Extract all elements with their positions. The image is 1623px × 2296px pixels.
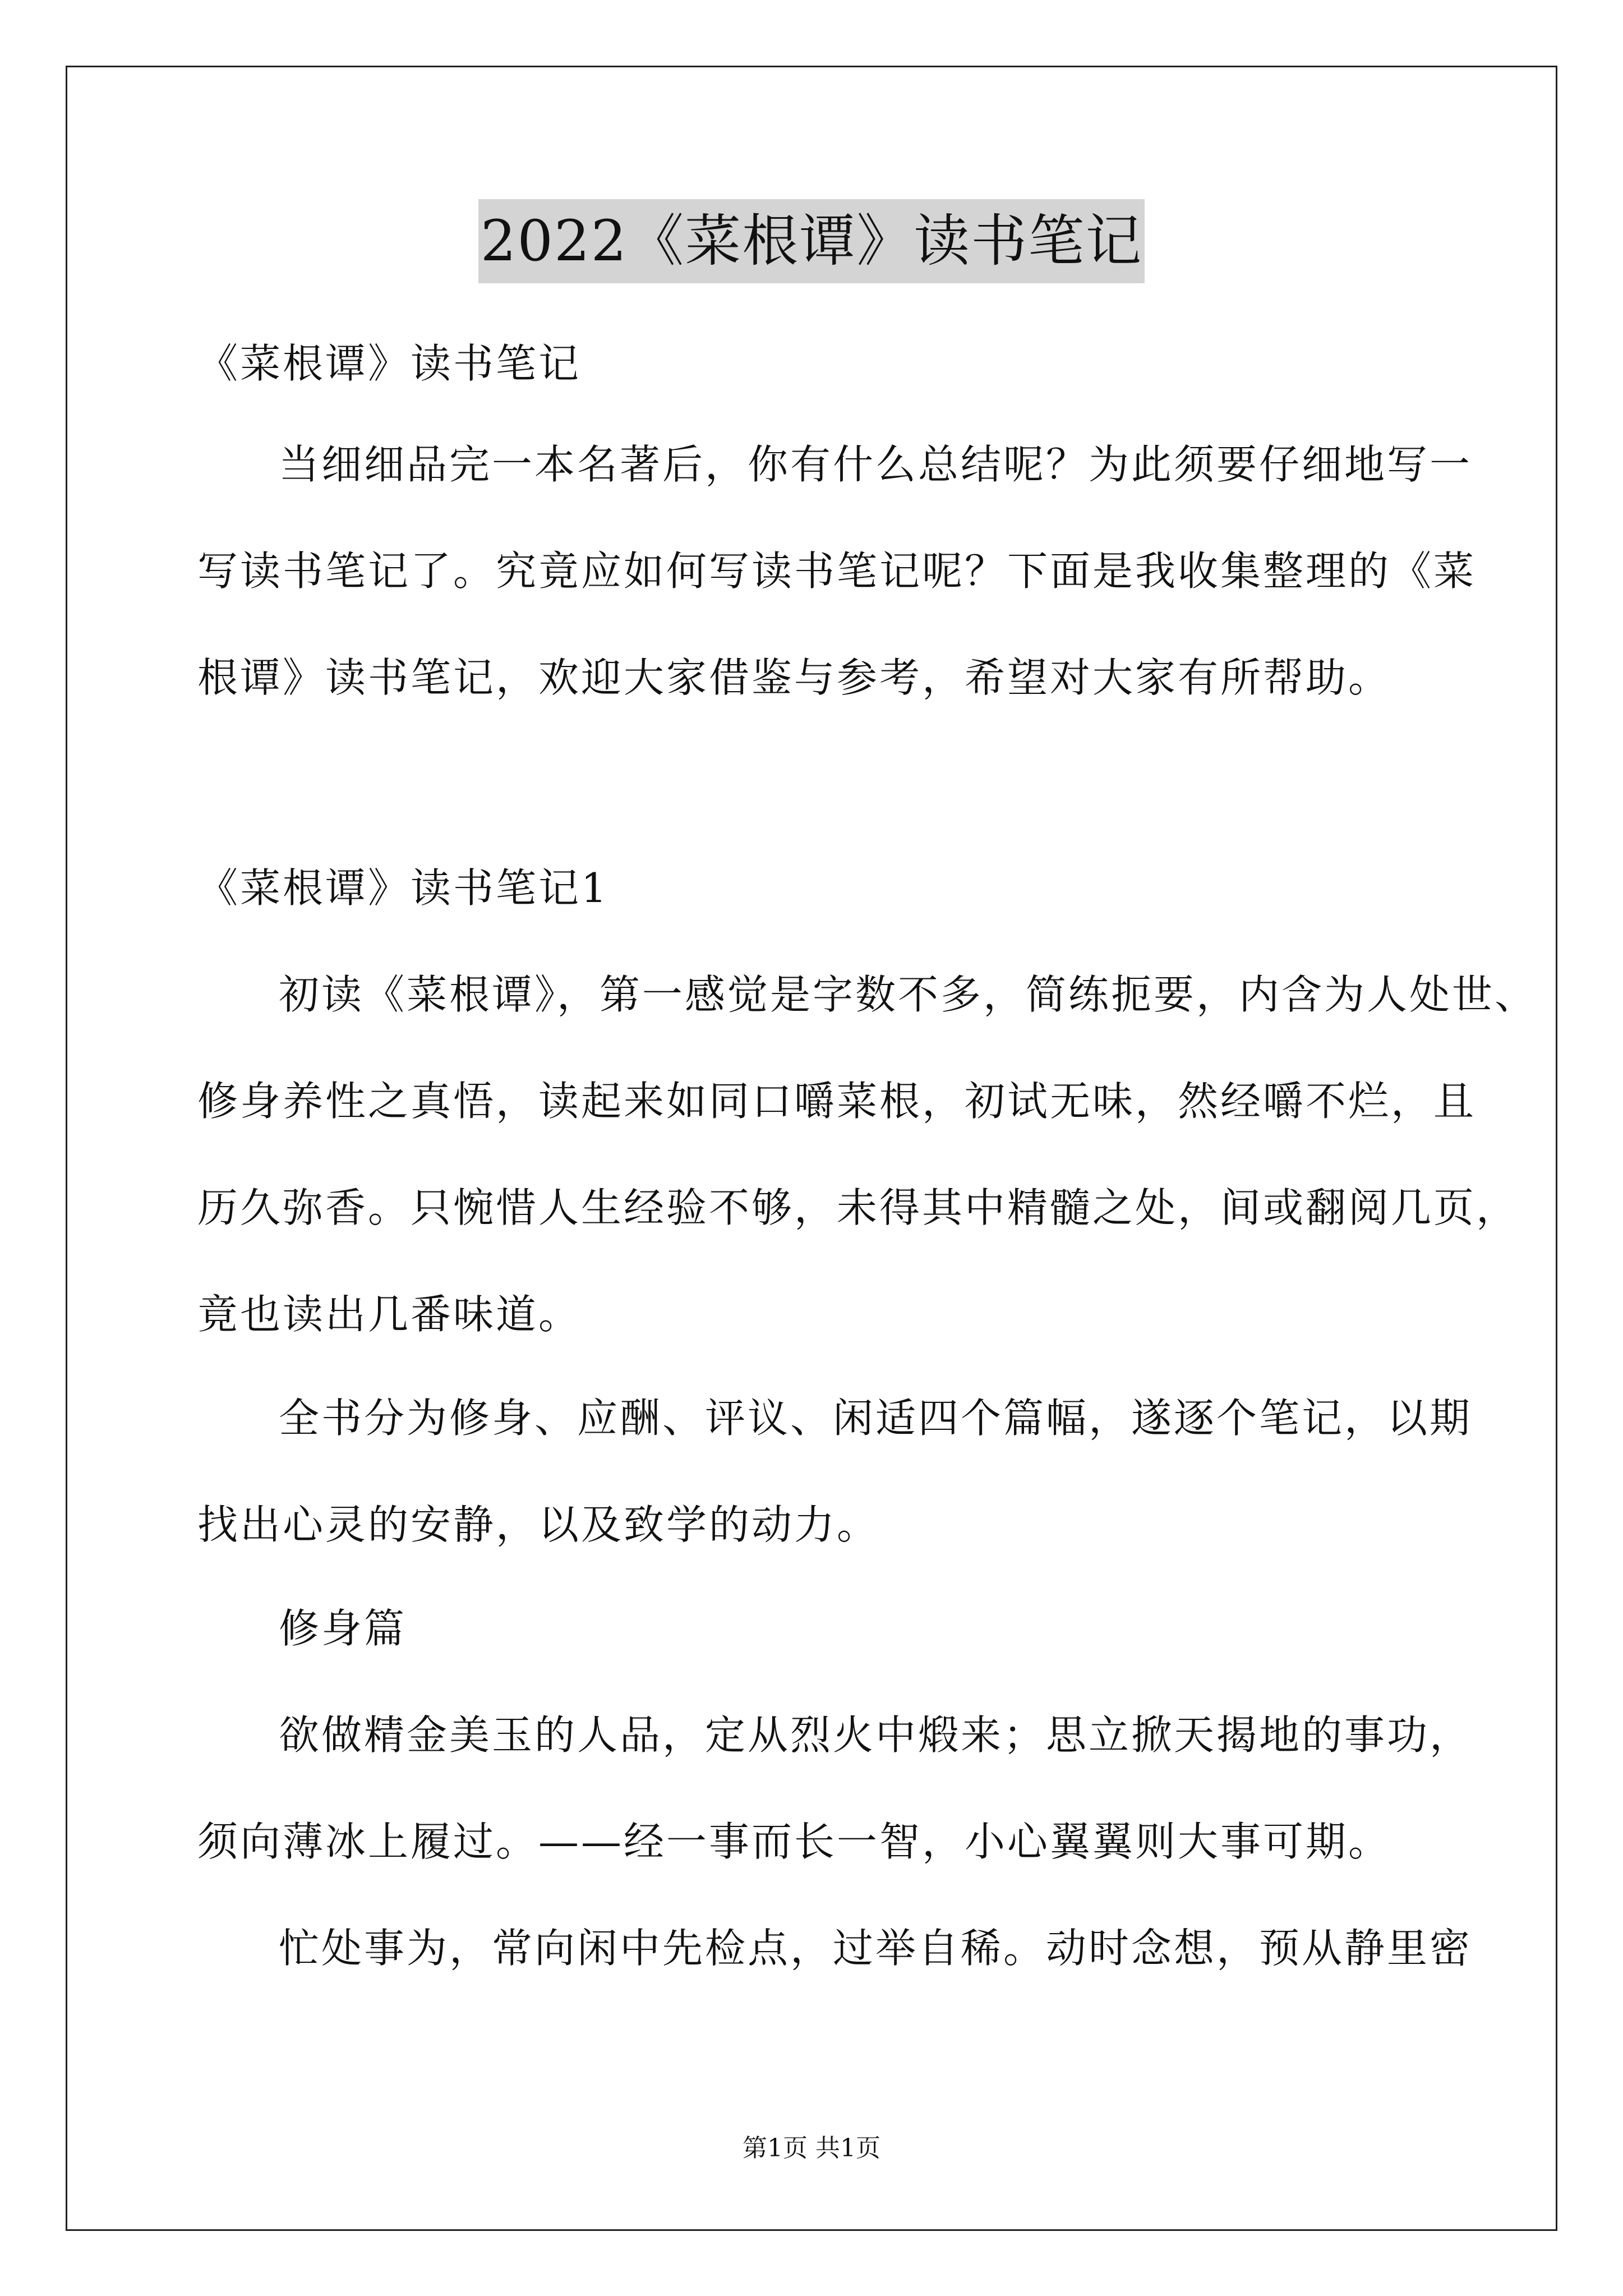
text-line: 写读书笔记了。究竟应如何写读书笔记呢？下面是我收集整理的《菜 <box>197 547 1477 595</box>
title-container <box>0 199 1623 283</box>
text-line: 竟也读出几番味道。 <box>197 1291 582 1338</box>
page-footer <box>0 2132 1623 2165</box>
text-line: 须向薄冰上履过。——经一事而长一智，小心翼翼则大事可期。 <box>197 1818 1391 1865</box>
text-line: 忙处事为，常向闲中先检点，过举自稀。动时念想，预从静里密 <box>279 1925 1473 1972</box>
text-line: 找出心灵的安静，以及致学的动力。 <box>197 1501 880 1548</box>
text-line: 全书分为修身、应酬、评议、闲适四个篇幅，遂逐个笔记，以期 <box>279 1395 1473 1442</box>
text-line: 修身篇 <box>279 1605 407 1652</box>
document-title: 2022《菜根谭》读书笔记 <box>478 199 1145 283</box>
page-border <box>66 66 1557 2231</box>
text-line: 修身养性之真悟，读起来如同口嚼菜根，初试无味，然经嚼不烂，且 <box>197 1078 1477 1125</box>
text-line: 当细细品完一本名著后，你有什么总结呢？为此须要仔细地写一 <box>279 441 1473 488</box>
text-line: 欲做精金美玉的人品，定从烈火中煅来；思立掀天揭地的事功， <box>279 1711 1473 1759</box>
text-line: 初读《菜根谭》，第一感觉是字数不多，简练扼要，内含为人处世、 <box>279 971 1538 1018</box>
text-line: 根谭》读书笔记，欢迎大家借鉴与参考，希望对大家有所帮助。 <box>197 654 1391 701</box>
text-line: 《菜根谭》读书笔记 <box>197 340 582 387</box>
text-line: 历久弥香。只惋惜人生经验不够，未得其中精髓之处，间或翻阅几页， <box>197 1184 1519 1231</box>
text-line: 《菜根谭》读书笔记1 <box>197 864 609 912</box>
page-number: 第1页 共1页 <box>743 2134 880 2162</box>
